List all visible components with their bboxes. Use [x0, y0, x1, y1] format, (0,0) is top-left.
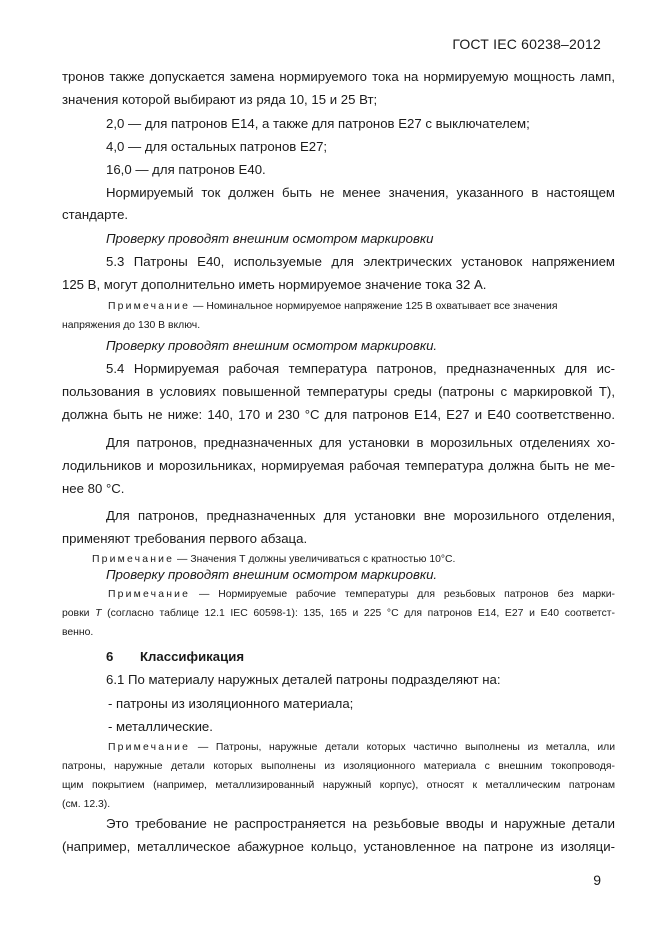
page-number: 9 — [593, 872, 601, 888]
list-item: - патроны из изоляционного материала; — [108, 696, 354, 711]
text-line: лодильников и морозильниках, нормируемая рабочая температура должна быть не ме- — [62, 458, 615, 473]
text-line: 5.3 Патроны Е40, используемые для электрических установок напряжением — [106, 254, 615, 269]
text-line: (например, металлическое абажурное кольцо, установленное на патроне из изоляци- — [62, 839, 615, 854]
text-line: значения которой выбирают из ряда 10, 15 и 25 Вт; — [62, 92, 378, 107]
text-line: 16,0 — для патронов Е40. — [106, 162, 266, 177]
text-line: Это требование не распространяется на резьбовые вводы и наружные детали — [106, 816, 615, 831]
note-line: напряжения до 130 В включ. — [62, 320, 201, 331]
text-line: Для патронов, предназначенных для установки в морозильных отделениях хо- — [106, 435, 615, 450]
note-line — [62, 585, 615, 604]
text-line: нее 80 °С. — [62, 481, 125, 496]
note-text: — Патроны, наружные детали которых частично выполнены из металла, или — [190, 742, 615, 753]
note-label: Примечание — [108, 301, 191, 312]
text-line: Нормируемый ток должен быть не менее значения, указанного в настоящем — [106, 185, 615, 200]
note-line: патроны, наружные детали которых выполнены из изоляционного материала с внешним токопроводя- — [62, 761, 615, 772]
note-label: Примечание — [92, 554, 175, 565]
note-text: — Нормируемые рабочие температуры для резьбовых патронов без марки- — [190, 589, 615, 600]
text-line: должна быть не ниже: 140, 170 и 230 °С для патронов Е14, Е27 и Е40 соответственно. — [62, 407, 615, 422]
text-line: 125 В, могут дополнительно иметь нормируемое значение тока 32 А. — [62, 277, 487, 292]
verification-line: Проверку проводят внешним осмотром маркировки — [106, 231, 434, 246]
note-line: ровки Т (согласно таблице 12.1 IEC 60598-1): 135, 165 и 225 °С для патронов Е14, Е27 и Е40 соответст- — [62, 608, 615, 619]
text-line: 5.4 Нормируемая рабочая температура патронов, предназначенных для ис- — [106, 361, 615, 376]
section-heading — [62, 646, 615, 669]
note-line: щим покрытием (например, металлизированный наружный корпус), относят к металлическим патронам — [62, 780, 615, 791]
note-line: (см. 12.3). — [62, 799, 111, 810]
document-code: ГОСТ IEC 60238–2012 — [452, 36, 601, 52]
list-item: - металлические. — [108, 719, 213, 734]
text-line: тронов также допускается замена нормируемого тока на нормируемую мощность ламп, — [62, 69, 615, 84]
text-line: 2,0 — для патронов Е14, а также для патронов Е27 с выключателем; — [106, 116, 530, 131]
verification-line: Проверку проводят внешним осмотром маркировки. — [106, 338, 438, 353]
note-label: Примечание — [108, 742, 191, 753]
note-line — [62, 738, 615, 757]
note-text: — Значения Т должны увеличиваться с кратностью 10°С. — [174, 554, 456, 565]
text-line: применяют требования первого абзаца. — [62, 531, 308, 546]
note-text: — Номинальное нормируемое напряжение 125 В охватывает все значения — [190, 301, 558, 312]
text-line: 4,0 — для остальных патронов Е27; — [106, 139, 328, 154]
text-line: пользования в условиях повышенной температуры среды (патроны с маркировкой Т), — [62, 384, 615, 399]
text-line: стандарте. — [62, 207, 129, 222]
note-line: венно. — [62, 627, 94, 638]
note-line — [62, 297, 615, 316]
text-line: 6.1 По материалу наружных деталей патроны подразделяют на: — [106, 672, 501, 687]
section-title: Классификация — [140, 649, 245, 664]
verification-line: Проверку проводят внешним осмотром маркировки. — [106, 567, 438, 582]
text-line: Для патронов, предназначенных для установки вне морозильного отделения, — [106, 508, 615, 523]
note-label: Примечание — [108, 589, 191, 600]
section-number: 6 — [106, 649, 114, 664]
